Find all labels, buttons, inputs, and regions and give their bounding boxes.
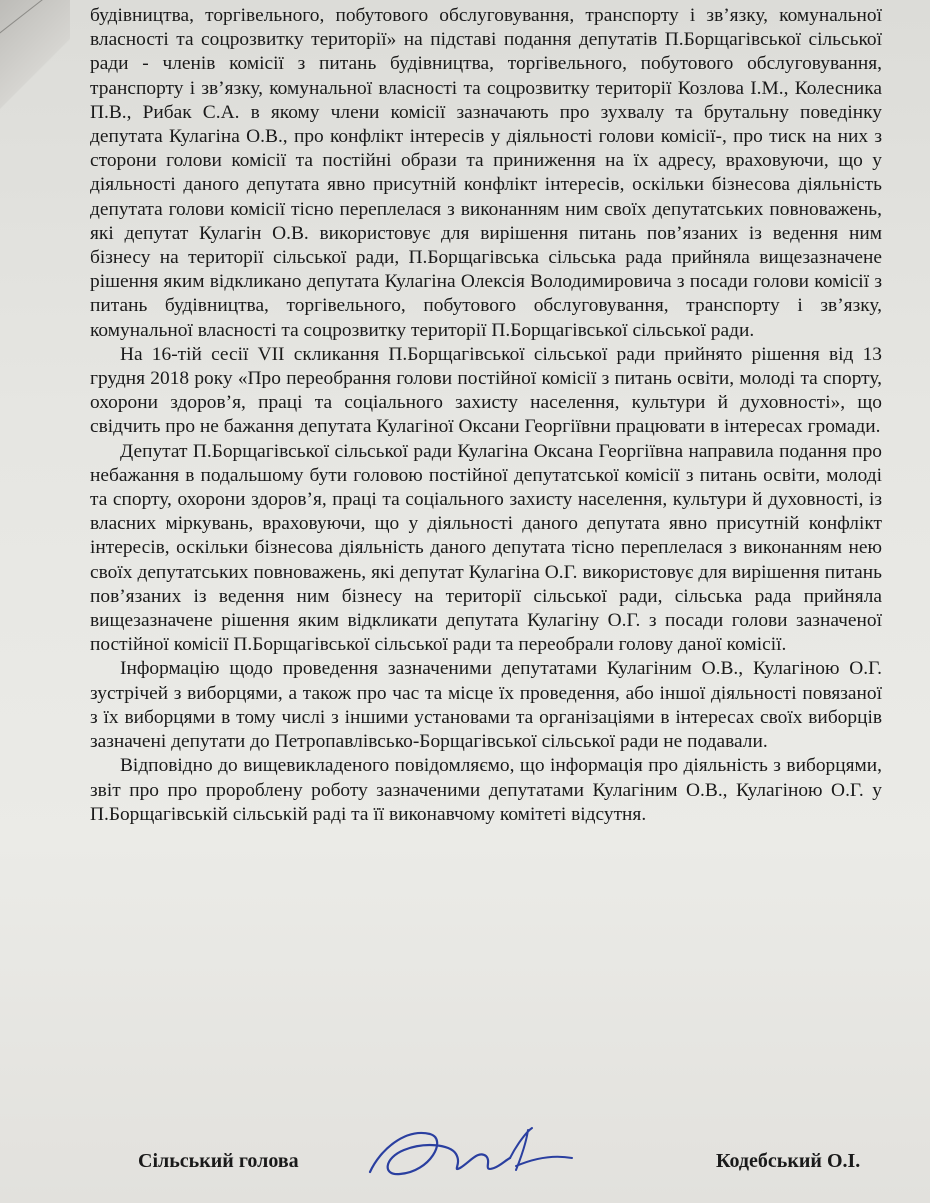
handwritten-signature [360,1120,580,1190]
paragraph-1: будівництва, торгівельного, побутового обслуговування, транспорту і зв’язку, комунальної власності та соцрозвитку території» на підставі подання депутатів П.Борщагівської сільської ради - членів комісії з питань будівництва, торгівельного, побутового обслуговування, транспорту і зв’язку, комунальної власності та соцрозвитку території Козлова І.М., Колесника П.В., Рибак С.А. в якому члени комісії зазначають про зухвалу та брутальну поведінку депутата Кулагіна О.В., про конфлікт інтересів у діяльності голови комісії-, про тиск на них з сторони голови комісії та постійні образи та приниження на їх адресу, враховуючи, що у діяльності даного депутата явно присутній конфлікт інтересів, оскільки бізнесова діяльність депутата голови комісії тісно переплелася з виконанням ним своїх депутатських повноважень, які депутат Кулагін О.В. використовує для вирішення питань пов’язаних із ведення ним бізнесу на території сільської ради, П.Борщагівська сільська рада прийняла вищезазначене рішення яким відкликано депутата Кулагіна Олексія Володимировича з посади голови комісії з питань будівництва, торгівельного, побутового обслуговування, транспорту і зв’язку, комунальної власності та соцрозвитку території П.Борщагівської сільської ради. [90,5,882,341]
signature-block [0,1140,930,1190]
signatory-name: Кодебський О.І. [716,1150,861,1172]
signature-title: Сільський голова [138,1150,299,1172]
paragraph-5: Відповідно до вищевикладеного повідомляємо, що інформація про діяльність з виборцями, звіт про про пророблену роботу зазначеними депутатами Кулагіним О.В., Кулагіною О.Г. у П.Борщагівській сільській раді та її виконавчому комітеті відсутня. [90,755,882,825]
paragraph-2: На 16-тій сесії VII скликання П.Борщагівської сільської ради прийнято рішення від 13 грудня 2018 року «Про переобрання голови постійної комісії з питань освіти, молоді та спорту, охорони здоров’я, праці та соціального захисту населення, культури й духовності», що свідчить про не бажання депутата Кулагіної Оксани Георгіївни працювати в інтересах громади. [90,343,882,438]
paragraph-4: Інформацію щодо проведення зазначеними депутатами Кулагіним О.В., Кулагіною О.Г. зустрічей з виборцями, а також про час та місце їх проведення, або іншої діяльності повязаної з їх виборцями в тому числі з іншими установами та організаціями в інтересах своїх виборців зазначені депутати до Петропавлівсько-Борщагівської сільської ради не подавали. [90,658,882,753]
document-body [90,4,882,827]
paragraph-3: Депутат П.Борщагівської сільської ради Кулагіна Оксана Георгіївна направила подання про небажання в подальшому бути головою постійної депутатської комісії з питань освіти, молоді та спорту, охорони здоров’я, праці та соціального захисту населення, культури й духовності, із власних міркувань, враховуючи, що у діяльності даного депутата явно присутній конфлікт інтересів, оскільки бізнесова діяльність даного депутата тісно переплелася з виконанням нею своїх депутатських повноважень, які депутат Кулагіна О.Г. використовує для вирішення питань пов’язаних із ведення ним бізнесу на території сільської ради, сільська рада прийняла вищезазначене рішення яким відкликати депутата Кулагіну О.Г. з посади голови зазначеної постійної комісії П.Борщагівської сільської ради та переобрали голову даної комісії. [90,440,882,656]
folded-corner [0,0,70,110]
